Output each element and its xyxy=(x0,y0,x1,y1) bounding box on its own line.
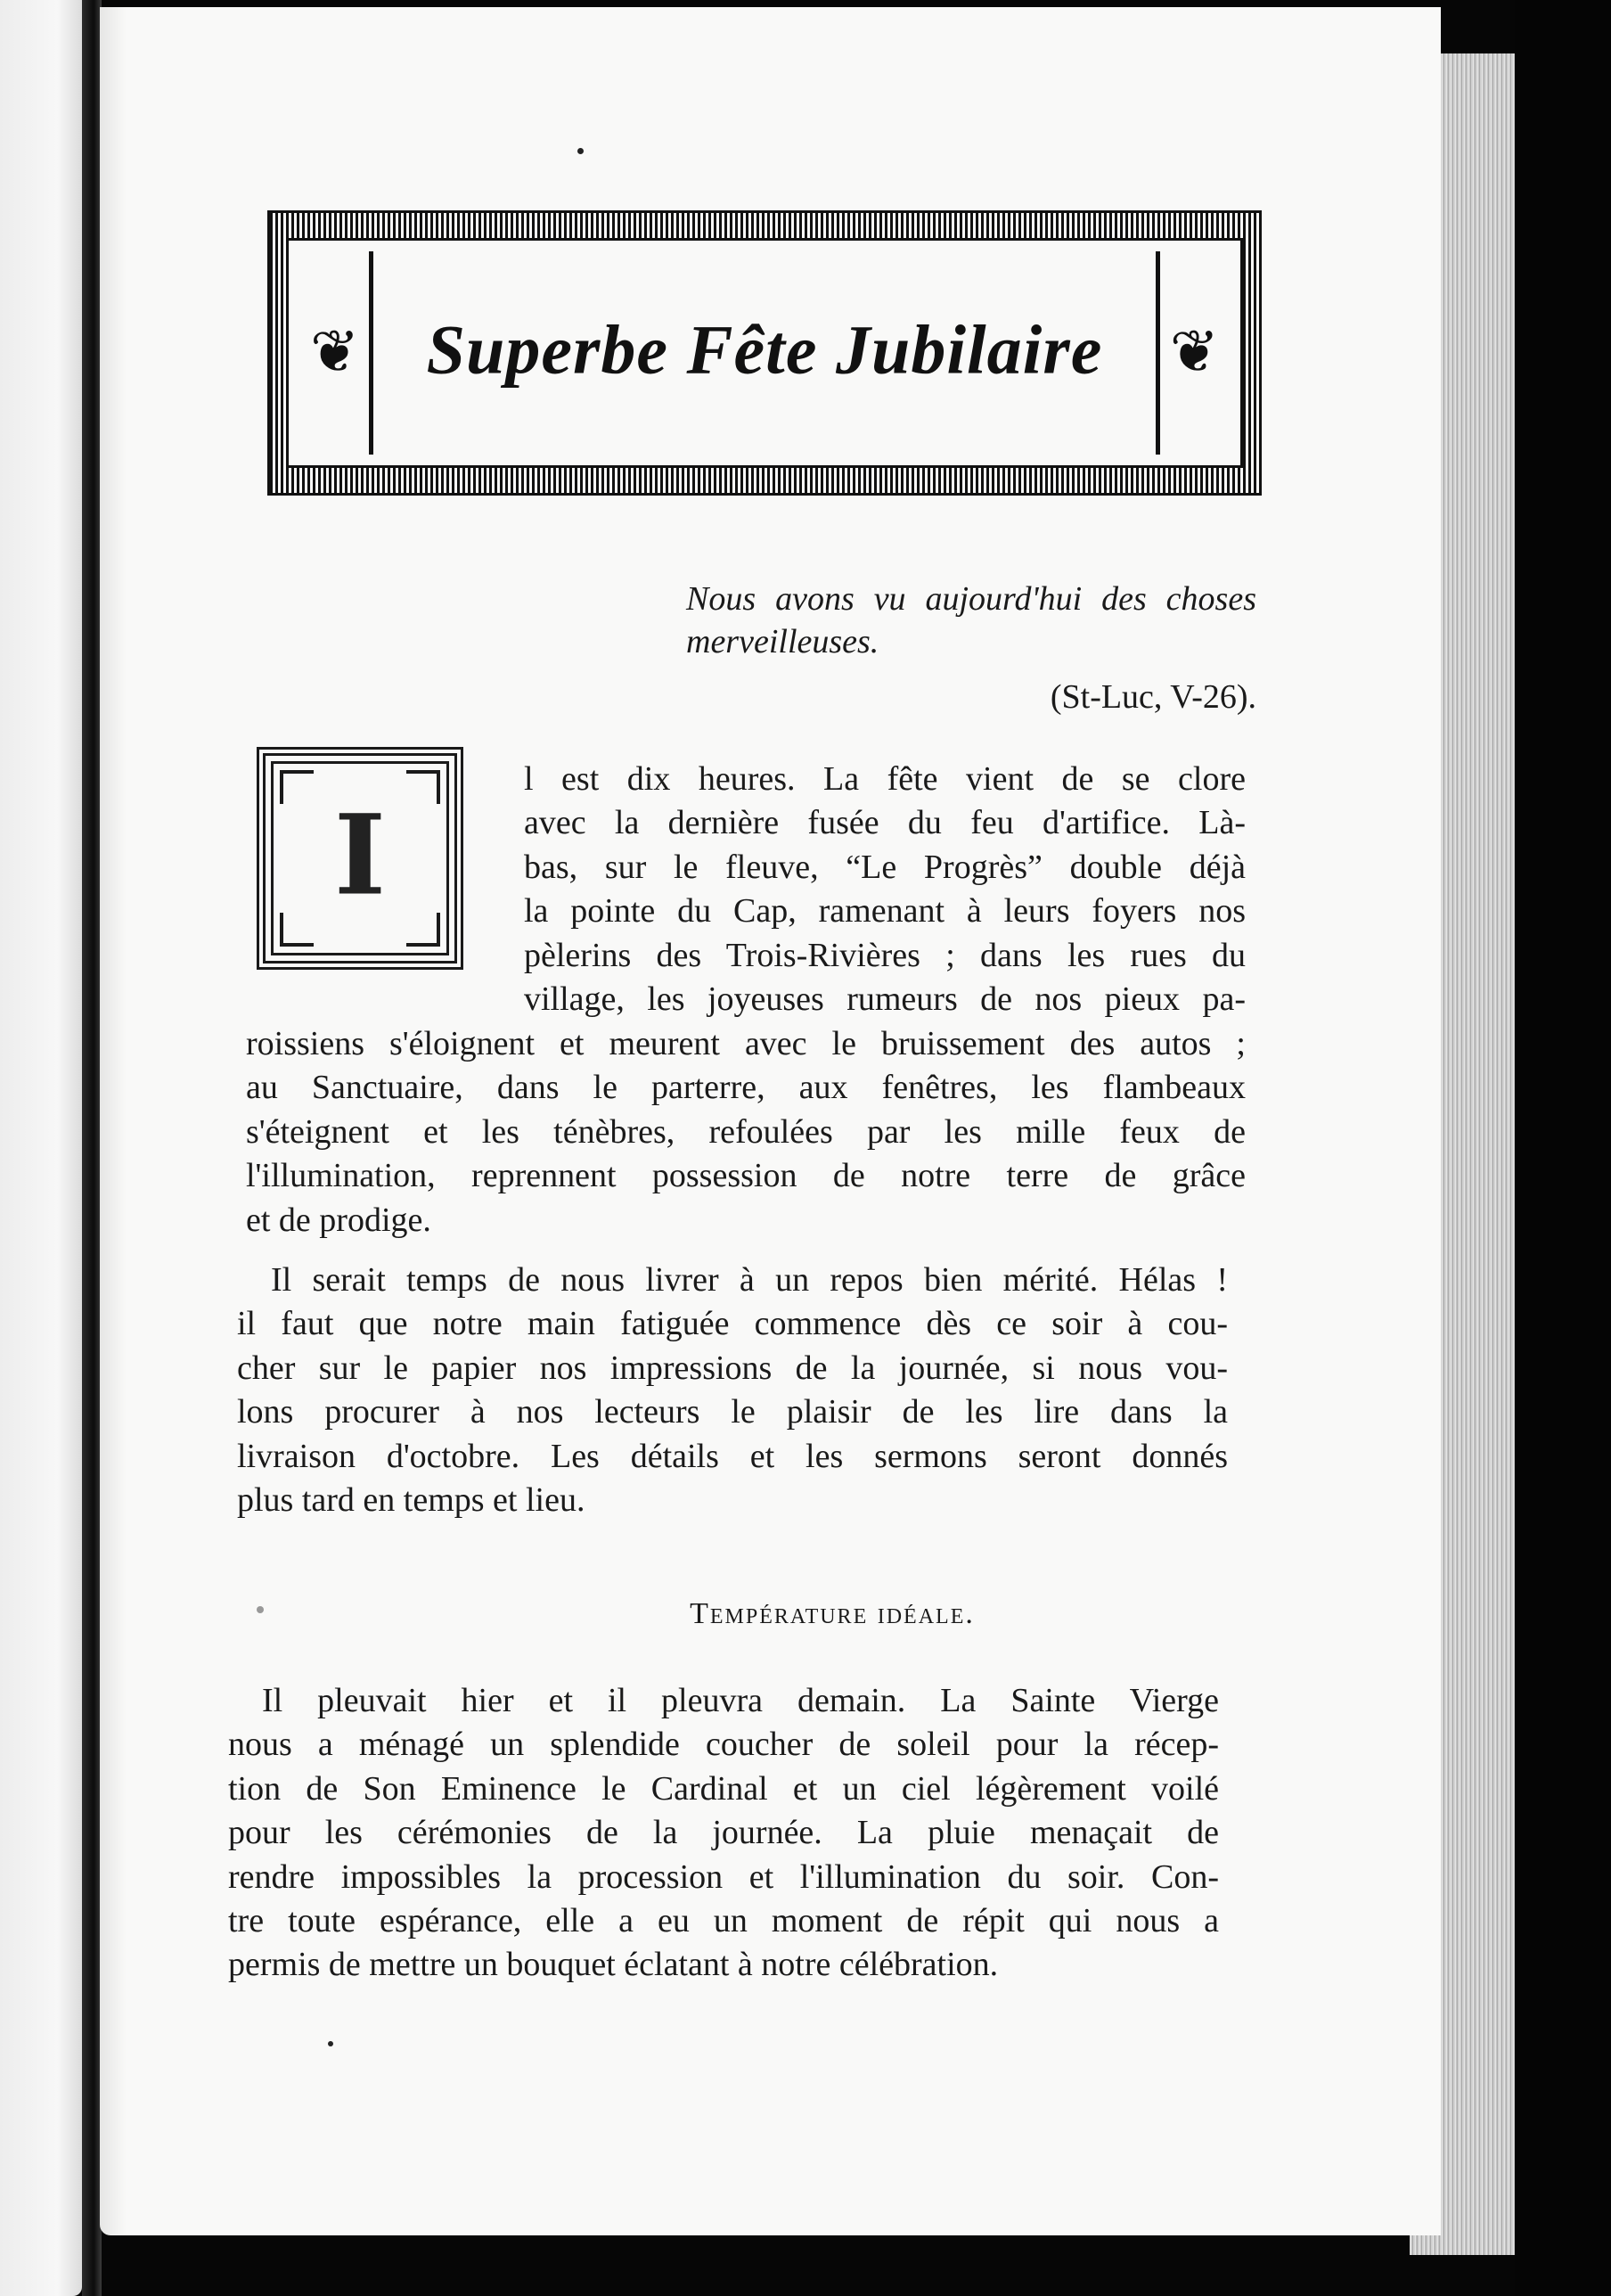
text-line: avec la dernière fusée du feu d'artifice. Là- xyxy=(524,804,1246,842)
text-line: nous a ménagé un splendide coucher de soleil pour la récep- xyxy=(228,1726,1219,1764)
section-heading: Température idéale. xyxy=(690,1597,975,1630)
facing-page-edge xyxy=(0,0,82,2296)
fleuron-right-icon: ❦ xyxy=(1169,320,1219,385)
background-shadow xyxy=(1515,0,1611,2296)
text-line: lons procurer à nos lecteurs le plaisir de les lire dans la xyxy=(237,1393,1228,1431)
paragraph-3 xyxy=(228,1679,1219,1988)
text-line: et de prodige. xyxy=(246,1201,431,1239)
page-shade xyxy=(100,7,127,2235)
book-gutter xyxy=(82,0,102,2296)
ink-speck xyxy=(328,2041,333,2046)
fleuron-left-icon: ❦ xyxy=(310,320,360,385)
text-line: rendre impossibles la procession et l'illumination du soir. Con- xyxy=(228,1857,1219,1896)
drop-cap-letter: I xyxy=(333,791,386,921)
text-line: il faut que notre main fatiguée commence dès ce soir à cou- xyxy=(237,1305,1228,1343)
epigraph-quote: Nous avons vu aujourd'hui des choses merveilleuses. xyxy=(686,580,1256,660)
text-line: tion de Son Eminence le Cardinal et un ciel légèrement voilé xyxy=(228,1769,1219,1808)
text-line: au Sanctuaire, dans le parterre, aux fenêtres, les flambeaux xyxy=(246,1069,1246,1107)
text-line: Il serait temps de nous livrer à un repos bien mérité. Hélas ! xyxy=(271,1261,1228,1299)
text-line: livraison d'octobre. Les détails et les sermons seront donnés xyxy=(237,1437,1228,1475)
text-line: tre toute espérance, elle a eu un moment de répit qui nous a xyxy=(228,1902,1219,1940)
text-line: bas, sur le fleuve, “Le Progrès” double déjà xyxy=(524,848,1246,886)
text-line: plus tard en temps et lieu. xyxy=(237,1481,585,1520)
title-banner xyxy=(267,210,1262,496)
paragraph-1-continued xyxy=(246,1022,1246,1242)
paragraph-2 xyxy=(237,1259,1228,1522)
drop-cap-frame xyxy=(257,747,463,970)
text-line: Il pleuvait hier et il pleuvra demain. La Sainte Vierge xyxy=(262,1682,1219,1719)
page-title: Superbe Fête Jubilaire xyxy=(426,310,1103,389)
text-line: s'éteignent et les ténèbres, refoulées par les mille feux de xyxy=(246,1112,1246,1151)
text-line: l'illumination, reprennent possession de notre terre de grâce xyxy=(246,1157,1246,1195)
text-line: pour les cérémonies de la journée. La pluie menaçait de xyxy=(228,1814,1219,1852)
title-panel xyxy=(286,238,1243,468)
text-line: roissiens s'éloignent et meurent avec le bruissement des autos ; xyxy=(246,1025,1246,1062)
text-line: cher sur le papier nos impressions de la journée, si nous vou- xyxy=(237,1349,1228,1387)
text-line: village, les joyeuses rumeurs de nos pieux pa- xyxy=(524,980,1246,1019)
ink-speck xyxy=(577,148,584,154)
epigraph-reference: (St-Luc, V-26). xyxy=(1050,678,1256,716)
text-line: la pointe du Cap, ramenant à leurs foyers nos xyxy=(524,892,1246,931)
text-line: pèlerins des Trois-Rivières ; dans les rues du xyxy=(524,936,1246,974)
text-line: l est dix heures. La fête vient de se clore xyxy=(524,760,1246,798)
paragraph-1-beside-dropcap xyxy=(524,758,1246,1021)
text-line: permis de mettre un bouquet éclatant à notre célébration. xyxy=(228,1946,999,1984)
